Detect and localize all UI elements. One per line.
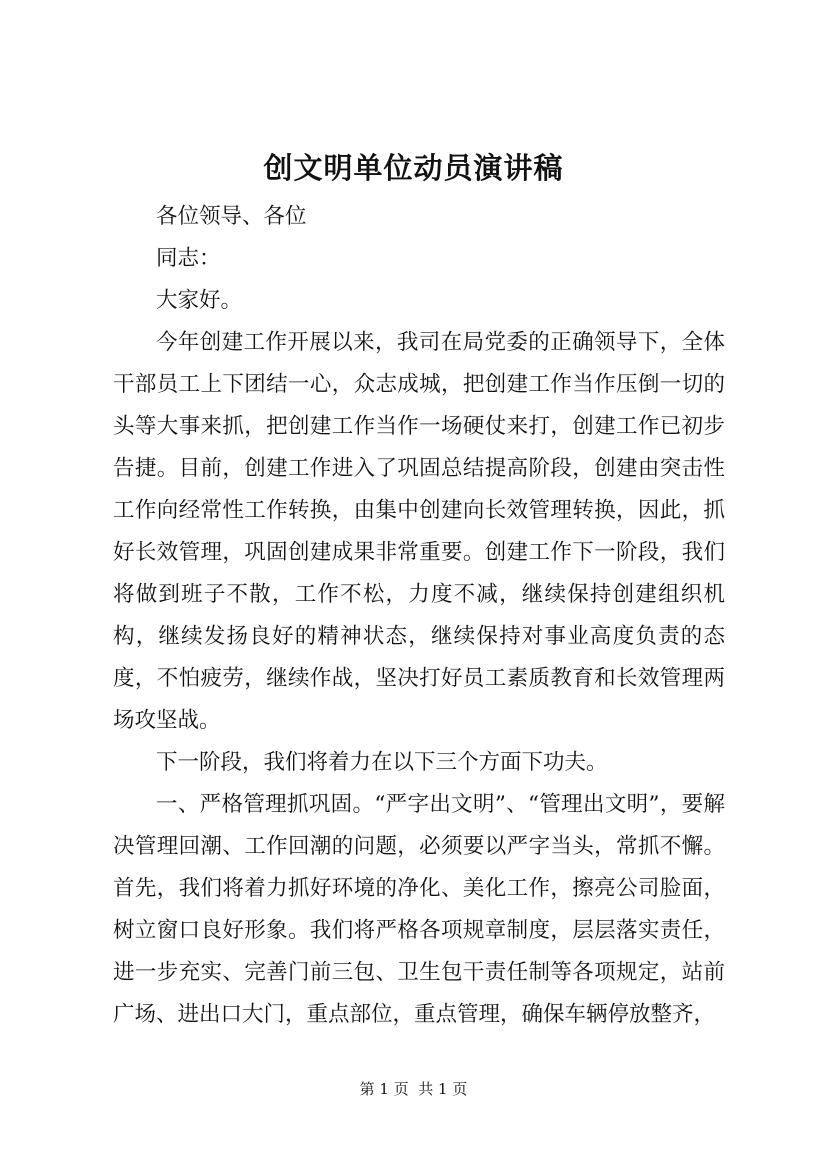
paragraph-next-stage: 下一阶段，我们将着力在以下三个方面下功夫。 — [156, 750, 608, 775]
paragraph-salutation-1: 各位领导、各位 — [156, 204, 307, 229]
paragraph-salutation-2: 同志： — [156, 246, 221, 271]
paragraph-point-one: 一、严格管理抓巩固。“严字出文明”、“管理出文明”，要解决管理回潮、工作回潮的问题，必须要以严字当头，常抓不懈。首先，我们将着力抓好环境的净化、美化工作，擦亮公司脸面，树立窗口良好形象。我们将严格各项规章制度，层层落实责任，进一步充实、完善门前三包、卫生包干责任制等各项规定，站前广场、进出口大门，重点部位，重点管理，确保车辆停放整齐， — [113, 792, 725, 1027]
paragraph-greeting: 大家好。 — [156, 288, 243, 313]
document-title: 创文明单位动员演讲稿 — [263, 151, 564, 185]
page-footer: 第 1 页 共 1 页 — [359, 1080, 468, 1098]
document-body — [113, 196, 725, 1036]
paragraph-intro: 今年创建工作开展以来，我司在局党委的正确领导下，全体干部员工上下团结一心，众志成城，把创建工作当作压倒一切的头等大事来抓，把创建工作当作一场硬仗来打，创建工作已初步告捷。目前，创建工作进入了巩固总结提高阶段，创建由突击性工作向经常性工作转换，由集中创建向长效管理转换，因此，抓好长效管理，巩固创建成果非常重要。创建工作下一阶段，我们将做到班子不散，工作不松，力度不减，继续保持创建组织机构，继续发扬良好的精神状态，继续保持对事业高度负责的态度，不怕疲劳，继续作战，坚决打好员工素质教育和长效管理两场攻坚战。 — [113, 330, 725, 733]
